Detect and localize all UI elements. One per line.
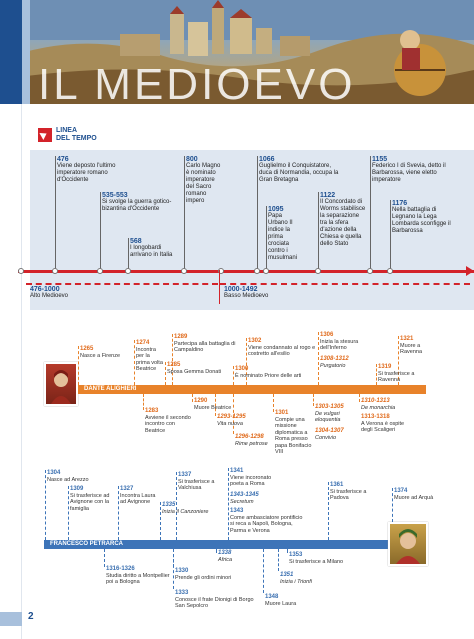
hero-illustration — [0, 0, 474, 104]
petrarca-event: 1337 Si trasferisce a Valchiusa — [178, 472, 215, 491]
event-1176: 1176 Nella battaglia di Legnano la Lega Lombarda sconfigge il Barbarossa — [392, 200, 451, 234]
dante-event: 1301 Compie una missione diplomatica a Roma presso papa Bonifacio VIII — [275, 410, 312, 455]
era-line-basso — [220, 283, 470, 285]
petrarca-tick — [68, 486, 69, 540]
tick-1095 — [266, 206, 267, 270]
hero-left-band-light — [22, 0, 30, 104]
event-1155: 1155 Federico I di Svevia, detto il Barbarossa, viene eletto imperatore — [372, 156, 446, 183]
petrarca-event: 1361 Si trasferisce a Padova — [330, 482, 367, 501]
petrarca-event: 1338 Africa — [218, 550, 233, 563]
tick-1066 — [257, 156, 258, 270]
petrarca-event: 1343 Come ambasciatore pontificio si reca a Napoli, Bologna, Parma e Verona — [230, 508, 303, 534]
tick-1122 — [318, 192, 319, 270]
dante-event: 1310-1313 De monarchia — [361, 398, 396, 411]
petrarca-event: 1374 Muore ad Arquà — [394, 488, 434, 501]
petrarca-event: 1316-1326 Studia diritto a Montpellier poi a Bologna — [106, 566, 170, 585]
timeline-dot — [387, 268, 393, 274]
dante-event: 1290 Muore Beatrice — [194, 398, 232, 411]
petrarca-event: 1343-1345 Secretum — [230, 492, 259, 505]
petrarca-event: 1353 Si trasferisce a Milano — [289, 552, 344, 565]
petrarca-tick — [392, 488, 393, 522]
petrarca-event: 1351 Inizia i Trionfi — [280, 572, 312, 585]
petrarca-tick — [104, 549, 105, 567]
petrarca-event: 1309 Si trasferisce ad Avignone con la famiglia — [70, 486, 110, 512]
pointer-icon — [38, 128, 52, 142]
petrarca-bar: FRANCESCO PETRARCA — [44, 540, 388, 549]
petrarca-tick — [328, 482, 329, 540]
dante-tick — [273, 394, 274, 412]
dante-tick — [165, 362, 166, 385]
timeline-dot — [18, 268, 24, 274]
dante-tick — [313, 394, 314, 406]
timeline-dot — [263, 268, 269, 274]
dante-tick — [318, 332, 319, 385]
era-alto-medioevo: 476-1000 Alto Medioevo — [30, 286, 69, 299]
petrarca-tick — [228, 468, 229, 540]
timeline-axis — [18, 270, 474, 273]
page-number: 2 — [28, 611, 34, 622]
petrarca-tick — [45, 470, 46, 540]
timeline-dot — [125, 268, 131, 274]
petrarca-event: 1330 Prende gli ordini minori — [175, 568, 232, 581]
petrarca-event: 1333 Conosce il frate Dionigi di Borgo San Sepolcro — [175, 590, 254, 609]
event-1066: 1066 Guglielmo il Conquistatore, duca di Normandia, occupa la Gran Bretagna — [259, 156, 339, 183]
event-476: 476 Viene deposto l'ultimo imperatore romano d'Occidente — [57, 156, 116, 183]
era-divider — [219, 270, 220, 304]
dante-event: 1265 Nasce a Firenze — [80, 346, 121, 359]
dante-event: 1302 Viene condannato al rogo e costretto all'esilio — [248, 338, 316, 357]
petrarca-tick — [216, 549, 217, 553]
tick-1155 — [370, 156, 371, 270]
dante-tick — [359, 394, 360, 402]
section-title — [56, 127, 97, 143]
dante-tick — [376, 364, 377, 385]
dante-event: 1289 Partecipa alla battaglia di Campaldino — [174, 334, 236, 353]
event-1095: 1095 Papa Urbano II indice la prima crociata contro i musulmani — [268, 206, 298, 261]
petrarca-tick — [263, 549, 264, 593]
dante-tick — [134, 340, 135, 385]
dante-event: 1308-1312 Purgatorio — [320, 356, 349, 369]
petrarca-tick — [118, 486, 119, 540]
dante-event: 1283 Avviene il secondo incontro con Beatrice — [145, 408, 191, 434]
dante-event: 1274 Incontra per la prima volta Beatrice — [136, 340, 163, 372]
petrarca-tick — [160, 502, 161, 540]
petrarca-tick — [173, 549, 174, 589]
dante-tick — [172, 334, 173, 385]
dante-tick — [78, 346, 79, 385]
dante-event: 1306 Inizia la stesura dell'Inferno — [320, 332, 359, 351]
era-basso-medioevo: 1000-1492 Basso Medioevo — [224, 286, 269, 299]
timeline-dot — [97, 268, 103, 274]
petrarca-event: 1348 Muore Laura — [265, 594, 297, 607]
dante-event: 1313-1318 A Verona è ospite degli Scaligeri — [361, 414, 405, 433]
event-1122: 1122 Il Concordato di Worms stabilisce la separazione tra la sfera d'azione della Chiesa e quella dello Stato — [320, 192, 366, 247]
dante-event: 1296-1298 Rime petrose — [235, 434, 268, 447]
era-line-alto — [26, 283, 218, 285]
timeline-arrow — [466, 266, 474, 276]
dante-event: 1293-1295 Vita nuova — [217, 414, 246, 427]
timeline-dot — [315, 268, 321, 274]
tick-568 — [128, 238, 129, 270]
petrarca-event: 1335 Inizia il Canzoniere — [162, 502, 209, 515]
petrarca-portrait — [388, 522, 428, 566]
section-title-line2: DEL TEMPO — [56, 135, 97, 142]
petrarca-tick — [287, 549, 288, 553]
dante-event: 1319 Si trasferisce a Ravenna — [378, 364, 415, 383]
section-title-line1: LINEA — [56, 127, 77, 134]
tick-1176 — [390, 200, 391, 270]
tick-535 — [100, 192, 101, 270]
tick-800 — [184, 156, 185, 270]
dante-event: 1304-1307 Convivio — [315, 428, 344, 441]
timeline-dot — [367, 268, 373, 274]
dante-tick — [233, 366, 234, 385]
dante-event: 1285 Sposa Gemma Donati — [167, 362, 222, 375]
timeline-dot — [181, 268, 187, 274]
tick-476 — [55, 156, 56, 270]
dante-tick — [143, 394, 144, 410]
event-800: 800 Carlo Magno è nominato imperatore del Sacro romano impero — [186, 156, 221, 204]
dante-event: 1321 Muore a Ravenna — [400, 336, 423, 355]
petrarca-event: 1304 Nasce ad Arezzo — [47, 470, 89, 483]
dante-event: 1303-1305 De vulgari eloquentia — [315, 404, 344, 423]
page-number-band — [0, 612, 22, 626]
timeline-dot — [52, 268, 58, 274]
hero-left-band — [0, 0, 22, 104]
petrarca-event: 1341 Viene incoronato poeta a Roma — [230, 468, 272, 487]
petrarca-tick — [278, 549, 279, 571]
page-title: IL MEDIOEVO — [38, 60, 356, 104]
dante-portrait — [44, 362, 78, 406]
event-535-553: 535-553 Si svolge la guerra gotico-bizantina d'Occidente — [102, 192, 172, 212]
dante-tick — [192, 394, 193, 402]
dante-bar: DANTE ALIGHIERI — [78, 385, 426, 394]
petrarca-event: 1327 Incontra Laura ad Avignone — [120, 486, 156, 505]
dante-event: 1300 È nominato Priore delle arti — [235, 366, 302, 379]
event-568: 568 I longobardi arrivano in Italia — [130, 238, 173, 258]
timeline-dot — [254, 268, 260, 274]
